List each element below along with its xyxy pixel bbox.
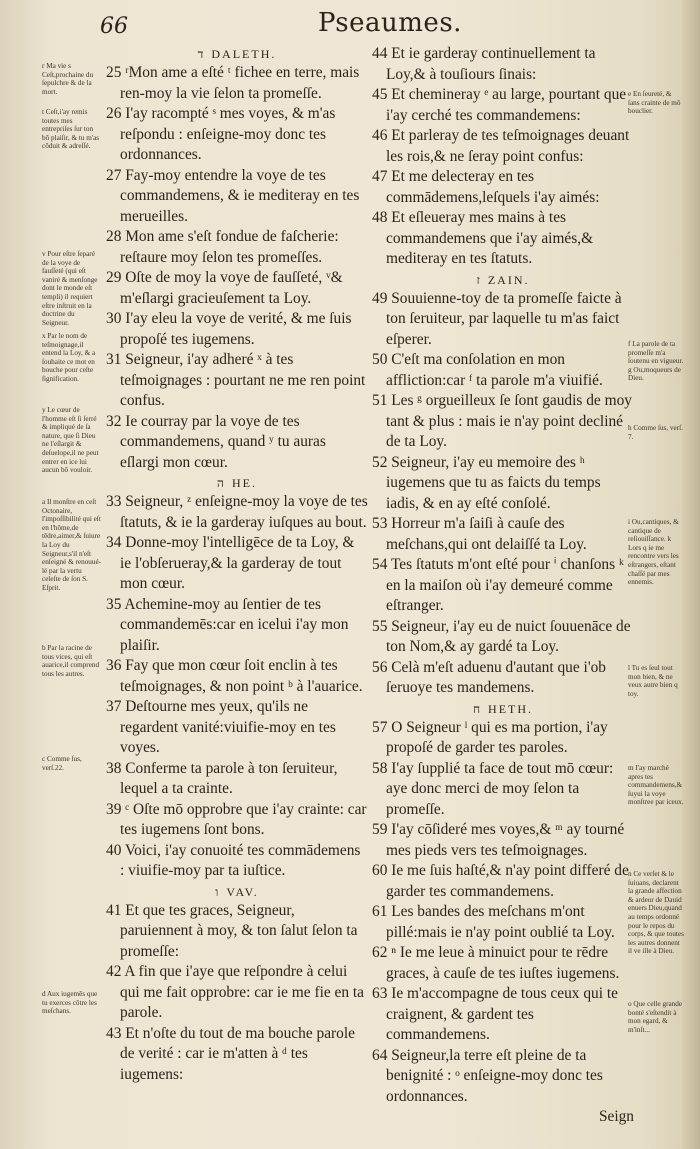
verse: 42 A fin que i'aye que reſpondre à celui qui me fait opprobre: car ie me fie en ta parole. — [106, 963, 365, 1021]
verse: 45 Et chemineray ᵉ au large, pourtant que i'ay cerché tes commandemens: — [372, 86, 627, 124]
verse: 26 I'ay racompté ˢ mes voyes, & m'as reſpondu : enſeigne-moy donc tes ordonnances. — [106, 105, 336, 163]
section-title: VAV. — [226, 884, 259, 899]
margin-note: r Ma vie s Ceſt,prochaine du ſepulchre & de la mort. — [42, 62, 94, 96]
hebrew-letter: ה — [217, 476, 226, 490]
margin-note: x Par le nom de teſmoignage,il entend la Loy, & a ſouhaite ce mot en bouche pour ceſte ſignification. — [42, 332, 96, 383]
verse: 44 Et ie garderay continuellement ta Loy,& à touſiours ſinais: — [372, 45, 596, 83]
verse: 53 Horreur m'a ſaiſi à cauſe des meſchans,qui ont delaiſſé ta Loy. — [372, 515, 587, 553]
verse: 60 Ie me ſuis haſté,& n'ay point differé de garder tes commandemens. — [372, 862, 629, 900]
verse: 39 ᶜ Oſte mō opprobre que i'ay crainte: car tes iugemens ſont bons. — [106, 800, 367, 838]
margin-note: c Comme ſus, verſ.22. — [42, 755, 82, 772]
verse: 64 Seigneur,la terre eſt pleine de ta benignité : ᵒ enſeigne-moy donc tes ordonnances. — [372, 1046, 603, 1105]
verse: 52 Seigneur, i'ay eu memoire des ʰ iugemens que tu as faicts du temps iadis, & en ay eſté conſolé. — [372, 453, 601, 512]
verse: 36 Fay que mon cœur ſoit enclin à tes teſmoignages, & non point ᵇ à l'auarice. — [106, 657, 363, 695]
verse: 47 Et me delecteray en tes commādemens,leſquels i'ay aimés: — [372, 168, 600, 206]
verse: 58 I'ay ſupplié ta face de tout mō cœur: aye donc merci de moy ſelon ta promeſſe. — [372, 759, 614, 818]
margin-note: y Le cœur de l'homme eſt ſi ſerré & impliqué de ſa nature, que ſi Dieu ne l'eſlargit & deſuelope,il ne peut entrer en ice lui aucun bō vouloir. — [42, 406, 99, 475]
verse: 61 Les bandes des meſchans m'ont pillé:mais ie n'ay point oublié ta Loy. — [372, 903, 615, 941]
verse: 63 Ie m'accompagne de tous ceux qui te craignent, & gardent tes commandemens. — [372, 985, 618, 1043]
verse: 32 Ie courray par la voye de tes commandemens, quand ʸ tu auras eſlargi mon cœur. — [106, 412, 326, 471]
section-title: ZAIN. — [487, 272, 530, 287]
margin-note: f La parole de ta promeſſe m'a ſoutenu en vigueur. g Ou,moqueurs de Dieu. — [628, 340, 684, 383]
section-heading-daleth — [106, 46, 368, 62]
verse: 30 I'ay eleu la voye de verité, & me ſuis propoſé tes iugemens. — [106, 310, 352, 348]
verse: 56 Celà m'eſt aduenu d'autant que i'ob ſeruoye tes mandemens. — [372, 658, 606, 696]
verse: 27 Fay-moy entendre la voye de tes commandemens, & ie mediteray en tes merueilles. — [106, 166, 360, 225]
verse: 62 ⁿ Ie me leue à minuict pour te rēdre graces, à cauſe de tes iuſtes iugemens. — [372, 944, 620, 982]
verse: 50 C'eſt ma conſolation en mon affliction:car ᶠ ta parole m'a viuifié. — [372, 351, 603, 389]
verse: 33 Seigneur, ᶻ enſeigne-moy la voye de tes ſtatuts, & ie la garderay iuſques au bout. — [106, 493, 368, 531]
section-heading-heth — [372, 701, 634, 717]
section-heading-zain — [372, 272, 634, 288]
section-heading-he — [106, 475, 368, 491]
verse: 29 Oſte de moy la voye de fauſſeté, ᵛ& m'eſlargi gracieuſement ta Loy. — [106, 269, 343, 307]
verse: 31 Seigneur, i'ay adheré ˣ à tes teſmoignages : pourtant ne me ren point confus. — [106, 351, 366, 409]
margin-note: t Ceſt,i'ay remis toutes mes entrepriſes ſur ton bō plaiſir, & tu m'as cōduit & adreſſé. — [42, 108, 100, 151]
section-title: DALETH. — [211, 47, 277, 61]
verse: 28 Mon ame s'eſt fondue de faſcherie: reſtaure moy ſelon tes promeſſes. — [106, 228, 339, 266]
section-heading-vau — [106, 884, 368, 900]
verse: 46 Et parleray de tes teſmoignages deuant les rois,& ne ſeray point confus: — [372, 127, 630, 165]
hebrew-letter: ו — [215, 884, 221, 899]
running-title: Pseaumes. — [318, 8, 462, 38]
verse: 51 Les ᵍ orgueilleux ſe ſont gaudis de moy tant & plus : mais ie n'ay point decliné de ta Loy. — [372, 392, 632, 450]
hebrew-letter: ד — [197, 47, 206, 61]
margin-note: e En ſeureté, & ſans crainte de mō bouclier. — [628, 90, 681, 116]
margin-note: m I'ay marché apres tes commandemens,& ſuyui la voye monſtree par iceux. — [628, 764, 684, 807]
right-text-column — [372, 44, 634, 1128]
margin-note: v Pour eſtre ſeparé de la voye de fauſſeté (qui eſt vaniré & menſonge dont le monde eſt templi) il requiert eſtre inſtruit en la doctrine du Seigneur. — [42, 250, 98, 327]
verse: 59 I'ay cōſideré mes voyes,& ᵐ ay tourné mes pieds vers tes teſmoignages. — [372, 821, 625, 859]
verse: 57 O Seigneur ˡ qui es ma portion, i'ay propoſé de garder tes paroles. — [372, 718, 608, 756]
verse: 35 Achemine-moy au ſentier de tes commandemēs:car en icelui i'ay mon plaiſir. — [106, 595, 349, 654]
page-edge-shadow — [682, 0, 700, 1149]
verse: 34 Donne-moy l'intelligēce de ta Loy, & ie l'obſerueray,& la garderay de tout mon cœur. — [106, 534, 355, 592]
left-text-column — [106, 44, 368, 1085]
verse: 55 Seigneur, i'ay eu de nuict ſouuenāce de ton Nom,& ay gardé ta Loy. — [372, 617, 631, 655]
margin-note: h Comme ſus, verſ. 7. — [628, 424, 683, 441]
hebrew-letter: ח — [472, 701, 483, 716]
verse: 41 Et que tes graces, Seigneur, paruiennent à moy, & ton ſalut ſelon ta promeſſe: — [106, 901, 358, 960]
section-title: HE. — [231, 476, 257, 490]
margin-note: a Il monſtre en ceſt Octonaire, l'impoſſibilité qui eſt en l'hōme,de tēdre,aimer,& ſuiure la Loy du Seigneur,s'il n'eſt enſeigné & renouué-lé par la vertu celeſte de ſon S. Eſprit. — [42, 498, 102, 592]
verse: 40 Voici, i'ay conuoité tes commādemens : viuifie-moy par ta iuſtice. — [106, 841, 361, 879]
margin-note: d Aux iugemēs que tu exerces cōtre les meſchans. — [42, 990, 98, 1016]
verse: 54 Tes ſtatuts m'ont eſté pour ⁱ chanſons ᵏ en la maiſon où i'ay demeuré comme eſtranger. — [372, 556, 624, 614]
verse: 37 Deſtourne mes yeux, qu'ils ne regardent vanité:viuifie-moy en tes voyes. — [106, 698, 336, 756]
page-number: 66 — [100, 14, 128, 39]
hebrew-letter: ז — [476, 272, 482, 287]
margin-note: b Par la racine de tous vices, qui eſt auarice,il comprend tous les autres. — [42, 644, 100, 678]
section-title: HETH. — [488, 701, 534, 716]
margin-note: i Ou,cantiques, & cantique de reſiouiſſance. k Lors q ie me rencontre vers les eſtrangers, eſtant chaſſé par mes ennemis. — [628, 518, 679, 587]
margin-note: o Que celle grande bonté s'eſtendit à mon egard, & m'inſt... — [628, 1000, 683, 1034]
margin-note: l Tu es ſeul tout mon bien, & ne veux autre bien q toy. — [628, 664, 678, 698]
verse: 25 ʳMon ame a eſté ᵗ fichee en terre, mais ren-moy la vie ſelon ta promeſſe. — [106, 64, 360, 102]
verse: 49 Souuienne-toy de ta promeſſe faicte à ton ſeruiteur, par laquelle tu m'as faict eſperer. — [372, 289, 622, 348]
verse: 38 Conferme ta parole à ton ſeruiteur, lequel a ta crainte. — [106, 759, 338, 797]
verse: 43 Et n'oſte du tout de ma bouche parole de verité : car ie m'atten à ᵈ tes iugemens: — [106, 1024, 355, 1083]
margin-note: n Ce verſet & le ſuiuans, declarent la grande affection & ardeur de Dauid enuers Dieu,quand au temps ordonné pour le repos du corps, & que toutes les autres donnent il ve ille à Dieu. — [628, 870, 684, 956]
verse: 48 Et eſleueray mes mains à tes commandemens que i'ay aimés,& mediteray en tes ſtatuts. — [372, 209, 594, 267]
catchword: Seign — [598, 1108, 634, 1125]
